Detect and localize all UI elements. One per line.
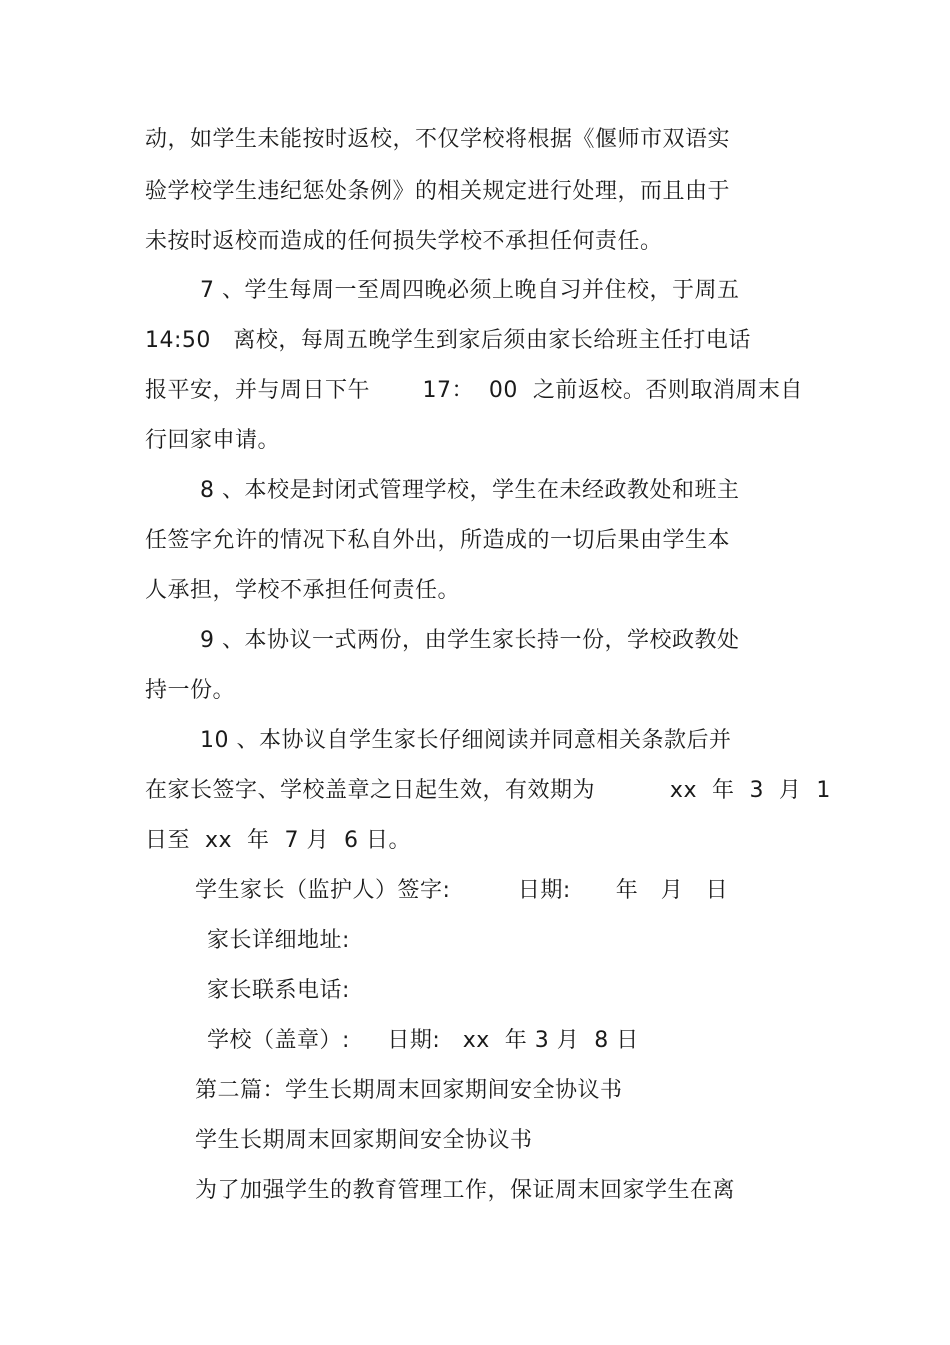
document-title: 学生长期周末回家期间安全协议书 (195, 1128, 533, 1153)
section-heading: 第二篇：学生长期周末回家期间安全协议书 (195, 1078, 623, 1103)
text-line: 持一份。 (145, 678, 236, 703)
signature-line: 学生家长（监护人）签字: 日期: 年 月 日 (195, 878, 729, 903)
text-line: 行回家申请。 (145, 428, 281, 453)
text-line: 14:50 离校，每周五晚学生到家后须由家长给班主任打电话 (145, 328, 751, 353)
text-line: 动，如学生未能按时返校，不仅学校将根据《偃师市双语实 (145, 127, 731, 152)
text-line: 为了加强学生的教育管理工作，保证周末回家学生在离 (195, 1178, 736, 1203)
text-line: 7 、学生每周一至周四晚必须上晚自习并住校，于周五 (200, 278, 740, 303)
text-line: 10 、本协议自学生家长仔细阅读并同意相关条款后并 (200, 728, 732, 753)
text-line: 日至 xx 年 7 月 6 日。 (145, 828, 411, 853)
phone-line: 家长联系电话: (207, 978, 350, 1003)
text-line: 在家长签字、学校盖章之日起生效，有效期为 xx 年 3 月 1 (145, 778, 831, 803)
school-seal-line: 学校（盖章）: 日期: xx 年 3 月 8 日 (207, 1028, 639, 1053)
text-line: 验学校学生违纪惩处条例》的相关规定进行处理，而且由于 (145, 179, 731, 204)
text-line: 任签字允许的情况下私自外出，所造成的一切后果由学生本 (145, 528, 731, 553)
text-line: 未按时返校而造成的任何损失学校不承担任何责任。 (145, 229, 663, 254)
text-line: 9 、本协议一式两份，由学生家长持一份，学校政教处 (200, 628, 740, 653)
text-line: 8 、本校是封闭式管理学校，学生在未经政教处和班主 (200, 478, 740, 503)
address-line: 家长详细地址: (207, 928, 350, 953)
text-line: 报平安，并与周日下午 17： 00 之前返校。否则取消周末自 (145, 378, 803, 403)
text-line: 人承担，学校不承担任何责任。 (145, 578, 461, 603)
